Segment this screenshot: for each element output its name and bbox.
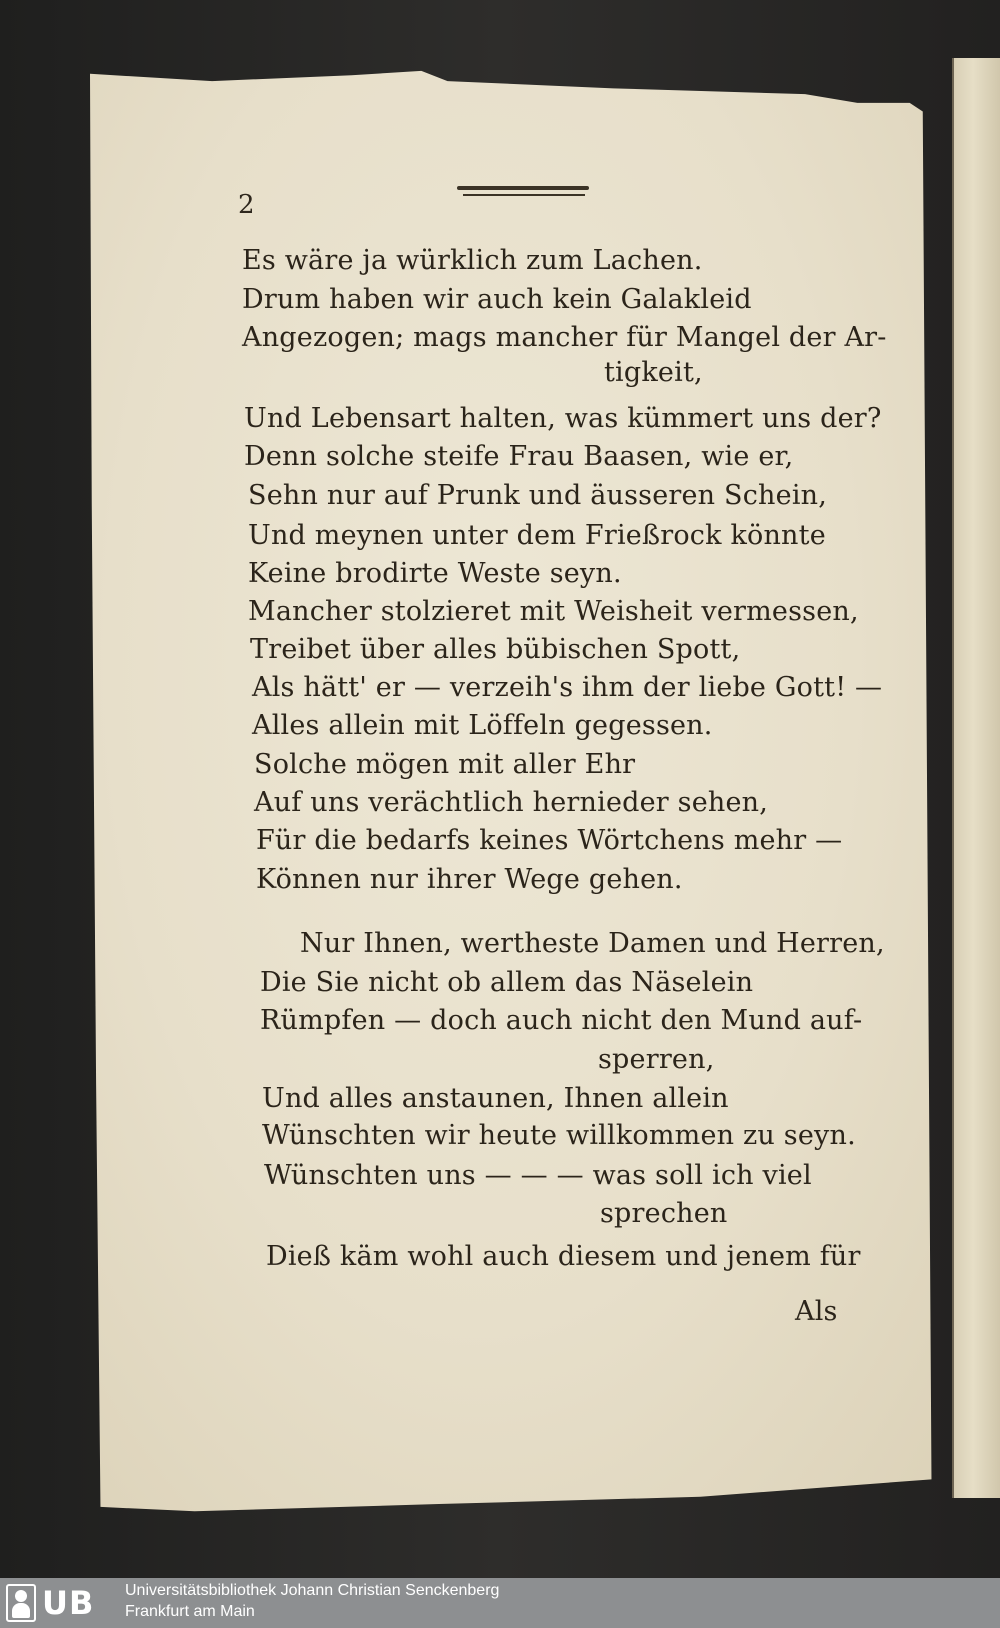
adjacent-page-edge [952,58,1000,1498]
library-footer-bar [0,1578,1000,1628]
text-line: Wünschten uns — — — was soll ich viel [264,1160,812,1191]
text-line: Und alles anstaunen, Ihnen allein [262,1083,729,1114]
library-city: Frankfurt am Main [125,1603,255,1620]
text-line: tigkeit, [604,357,703,388]
text-line: Drum haben wir auch kein Galakleid [242,284,752,315]
text-line: Solche mögen mit aller Ehr [254,749,636,780]
text-line: sprechen [600,1198,728,1229]
text-line: Nur Ihnen, wertheste Damen und Herren, [300,928,885,959]
library-emblem-icon [6,1584,36,1622]
text-line: Können nur ihrer Wege gehen. [256,864,683,895]
text-line: Mancher stolzieret mit Weisheit vermessen, [248,596,859,627]
text-line: Sehn nur auf Prunk und äusseren Schein, [248,480,828,511]
text-line: Die Sie nicht ob allem das Näselein [260,967,754,998]
text-line: Wünschten wir heute willkommen zu seyn. [262,1120,856,1151]
text-line: Denn solche steife Frau Baasen, wie er, [244,441,794,472]
text-line: sperren, [598,1044,715,1075]
library-name: Universitätsbibliothek Johann Christian Senckenberg [125,1582,500,1599]
text-line: Rümpfen — doch auch nicht den Mund auf- [260,1005,863,1036]
text-line: Angezogen; mags mancher für Mangel der Ar- [242,322,887,353]
page-number: 2 [238,190,255,220]
text-line: Alles allein mit Löffeln gegessen. [252,710,713,741]
text-line: Es wäre ja würklich zum Lachen. [242,245,703,276]
text-line: Und Lebensart halten, was kümmert uns der? [244,403,882,434]
ub-logo [6,1583,114,1623]
text-line: Dieß käm wohl auch diesem und jenem für [266,1241,861,1272]
header-ornament-rule [457,182,589,200]
text-line: Und meynen unter dem Frießrock könnte [248,520,826,551]
text-line: Auf uns verächtlich hernieder sehen, [254,787,769,818]
catchword: Als [795,1296,838,1327]
text-line: Als hätt' er — verzeih's ihm der liebe Gott! — [252,672,883,703]
text-line: Keine brodirte Weste seyn. [248,558,622,589]
text-line: Für die bedarfs keines Wörtchens mehr — [256,825,843,856]
text-line: Treibet über alles bübischen Spott, [250,634,741,665]
ub-logo-text: UB [42,1584,95,1622]
